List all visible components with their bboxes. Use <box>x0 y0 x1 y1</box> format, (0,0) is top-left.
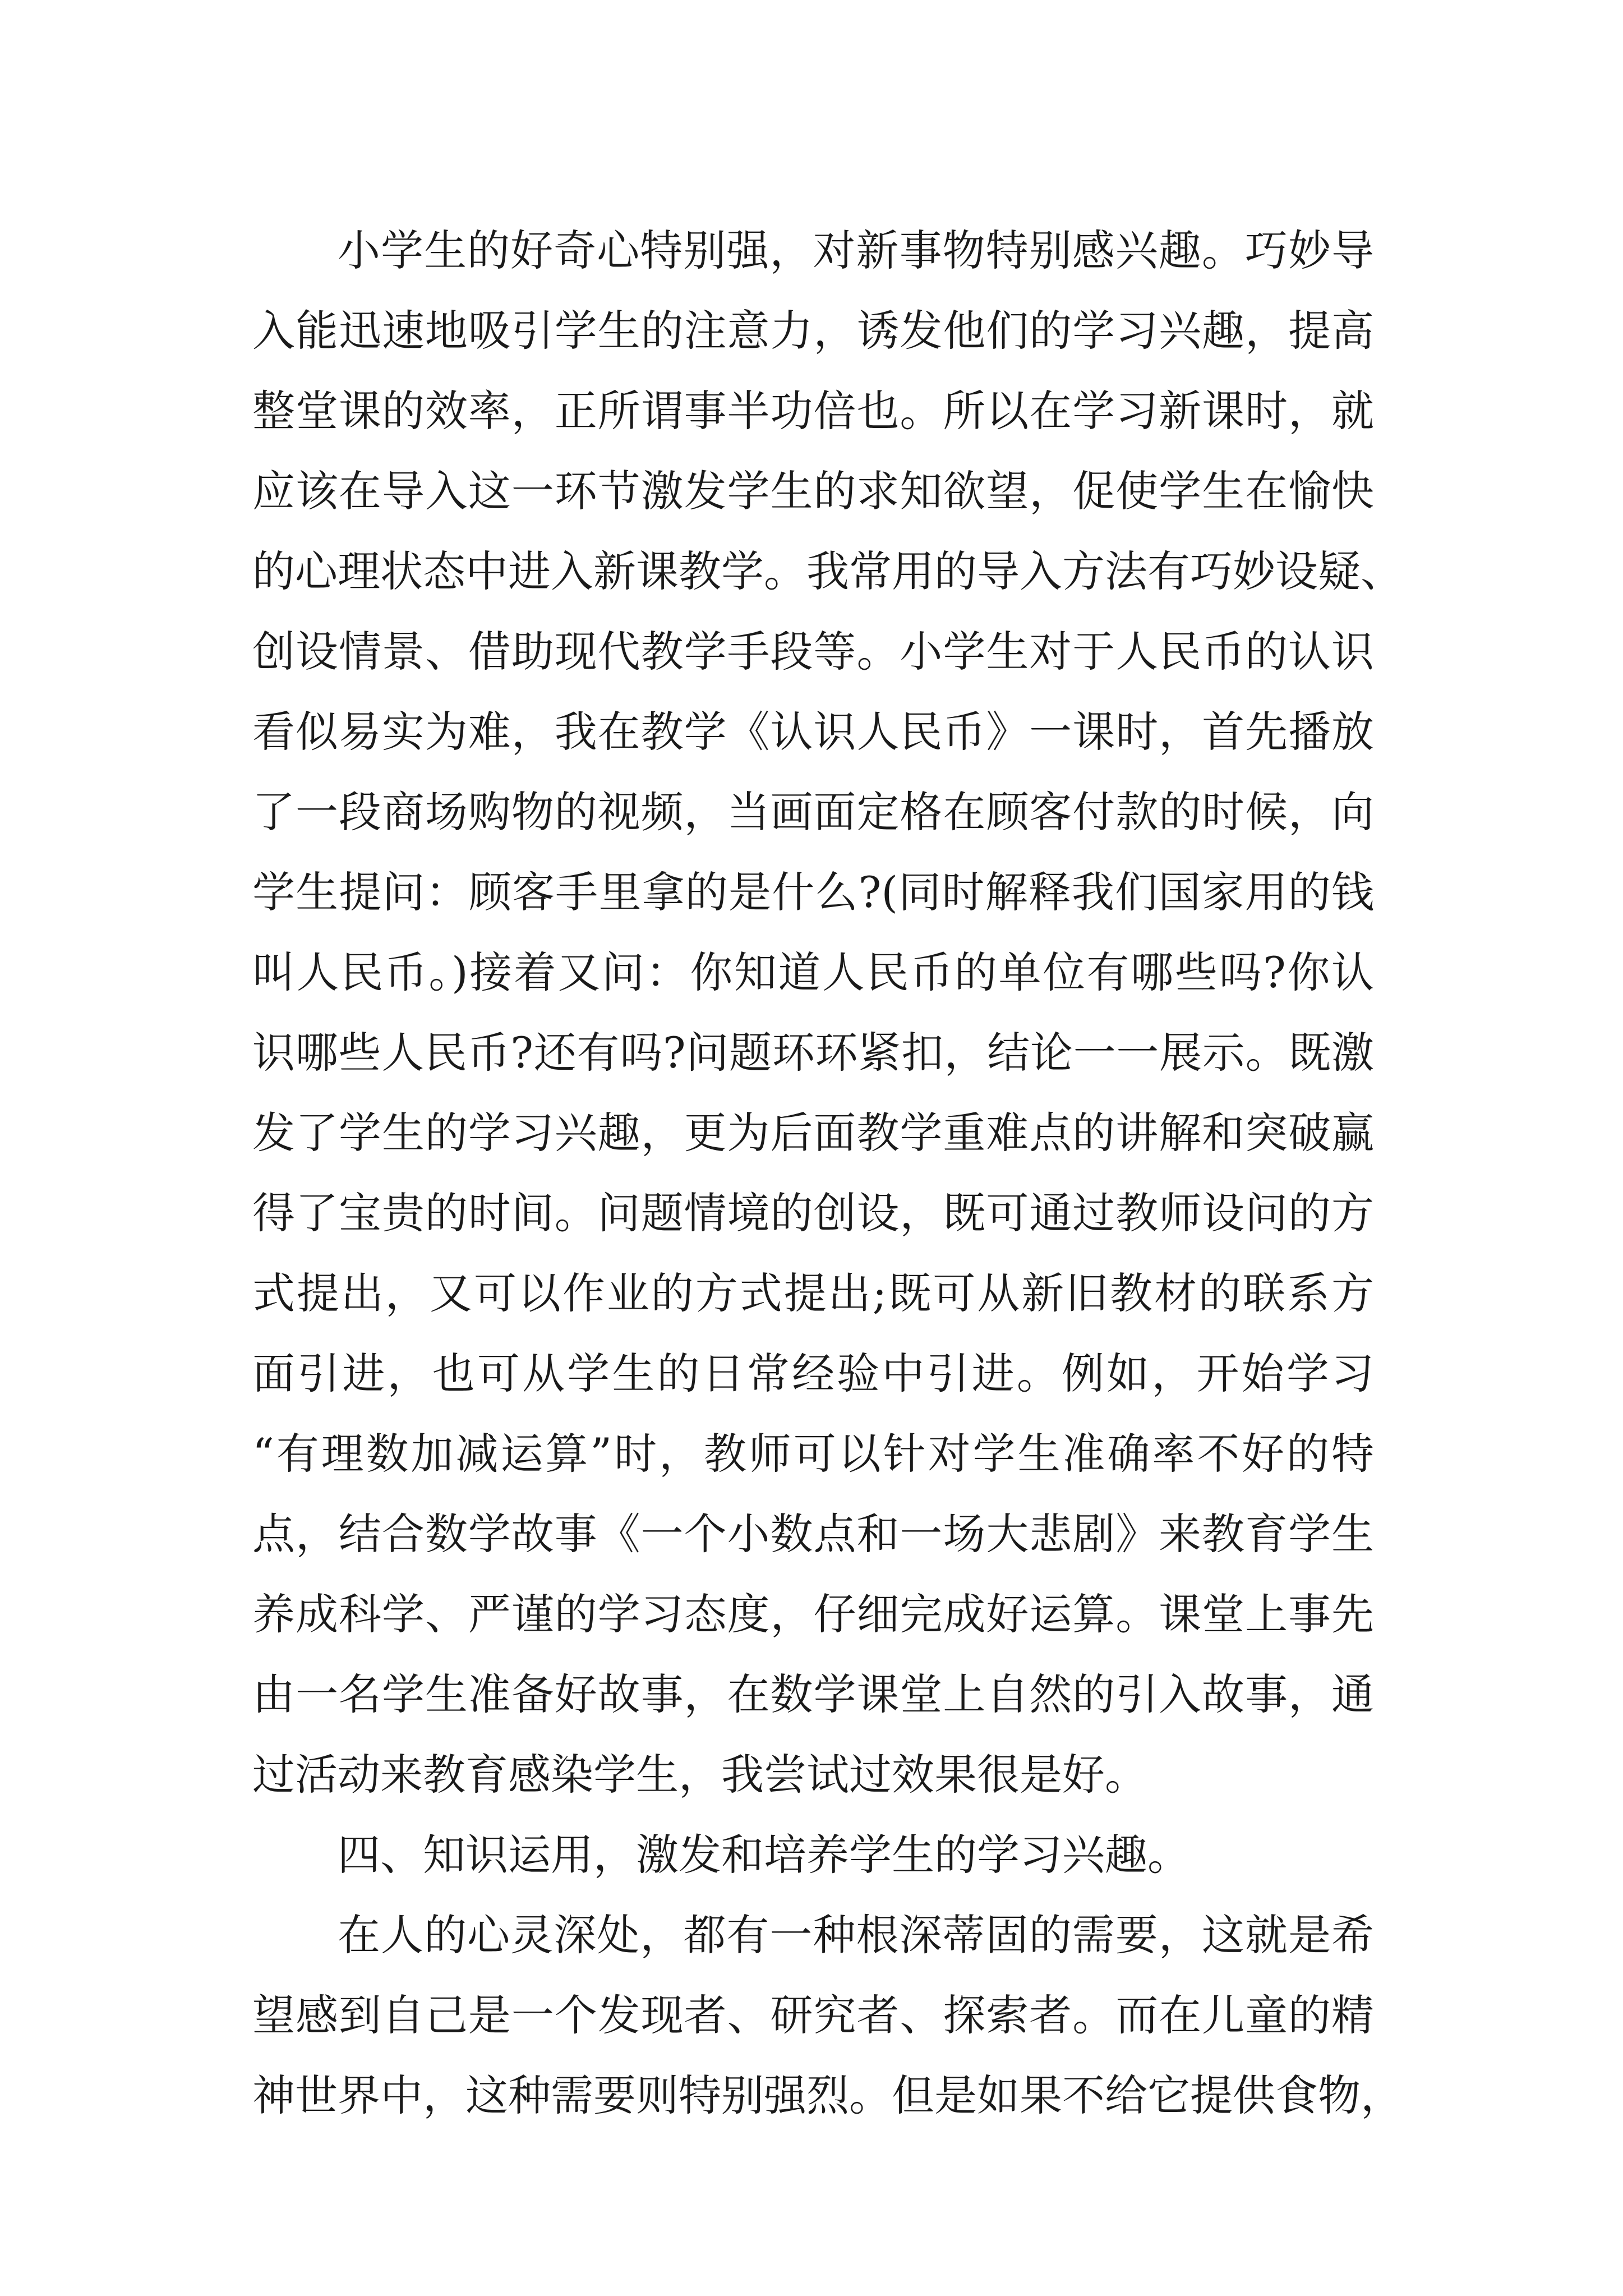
text-line: 入能迅速地吸引学生的注意力，诱发他们的学习兴趣，提高 <box>252 306 1374 356</box>
body-text <box>252 210 1403 2136</box>
section-heading: 四、知识运用，激发和培养学生的学习兴趣。 <box>338 1830 1190 1880</box>
text-line: 发了学生的学习兴趣，更为后面教学重难点的讲解和突破赢 <box>252 1108 1374 1158</box>
text-line: 养成科学、严谨的学习态度，仔细完成好运算。课堂上事先 <box>252 1589 1374 1639</box>
text-line: 识哪些人民币?还有吗?问题环环紧扣，结论一一展示。既激 <box>252 1028 1374 1078</box>
text-line: 过活动来教育感染学生，我尝试过效果很是好。 <box>252 1750 1147 1800</box>
text-line: 点，结合数学故事《一个小数点和一场大悲剧》来教育学生 <box>252 1509 1374 1559</box>
text-line: 由一名学生准备好故事，在数学课堂上自然的引入故事，通 <box>252 1669 1374 1719</box>
text-line: “有理数加减运算”时，教师可以针对学生准确率不好的特 <box>252 1429 1374 1479</box>
text-line: 叫人民币。)接着又问：你知道人民币的单位有哪些吗?你认 <box>252 947 1374 997</box>
text-line: 小学生的好奇心特别强，对新事物特别感兴趣。巧妙导 <box>338 226 1374 275</box>
text-line: 学生提问：顾客手里拿的是什么?(同时解释我们国家用的钱 <box>252 867 1374 917</box>
text-line: 看似易实为难，我在教学《认识人民币》一课时，首先播放 <box>252 707 1374 757</box>
text-line: 得了宝贵的时间。问题情境的创设，既可通过教师设问的方 <box>252 1188 1374 1238</box>
text-line: 的心理状态中进入新课教学。我常用的导入方法有巧妙设疑、 <box>252 546 1403 596</box>
text-line: 望感到自己是一个发现者、研究者、探索者。而在儿童的精 <box>252 1990 1374 2040</box>
text-line: 了一段商场购物的视频，当画面定格在顾客付款的时候，向 <box>252 787 1374 837</box>
text-line: 神世界中，这种需要则特别强烈。但是如果不给它提供食物， <box>252 2070 1403 2120</box>
text-line: 整堂课的效率，正所谓事半功倍也。所以在学习新课时，就 <box>252 386 1374 436</box>
text-line: 应该在导入这一环节激发学生的求知欲望，促使学生在愉快 <box>252 466 1374 516</box>
text-line: 式提出，又可以作业的方式提出;既可从新旧教材的联系方 <box>252 1268 1374 1318</box>
text-line: 在人的心灵深处，都有一种根深蒂固的需要，这就是希 <box>338 1910 1374 1960</box>
text-line: 创设情景、借助现代教学手段等。小学生对于人民币的认识 <box>252 627 1374 677</box>
text-line: 面引进，也可从学生的日常经验中引进。例如，开始学习 <box>252 1349 1374 1398</box>
